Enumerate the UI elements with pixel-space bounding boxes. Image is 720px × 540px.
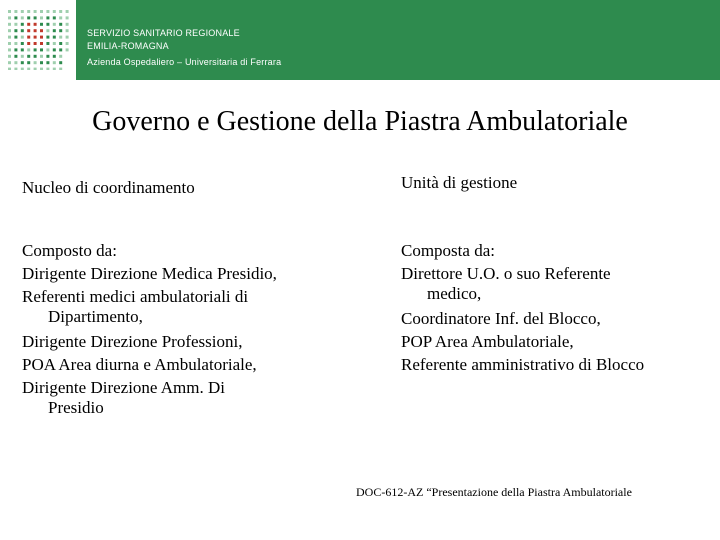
logo-dot: [34, 42, 37, 45]
logo-dot: [27, 61, 30, 64]
header-line-service: SERVIZIO SANITARIO REGIONALE: [87, 28, 240, 38]
logo-dot: [21, 10, 24, 13]
logo-dot: [14, 48, 17, 51]
logo-dot: [8, 48, 11, 51]
header-strip: [76, 0, 720, 80]
logo-dot: [53, 42, 56, 45]
logo-dot: [40, 48, 43, 51]
logo-dot: [59, 61, 62, 64]
logo-dot: [14, 36, 17, 39]
logo-dot: [53, 55, 56, 58]
logo-dot: [66, 36, 69, 39]
right-column-content: [401, 239, 711, 376]
left-line: Dipartimento,: [48, 307, 143, 326]
logo-dot: [8, 55, 11, 58]
left-line: Presidio: [48, 398, 104, 417]
logo-dot: [66, 48, 69, 51]
logo-dot: [59, 36, 62, 39]
logo-dot: [8, 42, 11, 45]
logo-dot: [27, 29, 30, 32]
logo-dot: [59, 48, 62, 51]
header-line-hospital: Azienda Ospedaliero – Universitaria di Ferrara: [87, 57, 282, 67]
logo-dot: [27, 48, 30, 51]
logo-dot: [40, 55, 43, 58]
logo-dot: [21, 42, 24, 45]
left-column-content: [22, 239, 372, 421]
logo-dot: [14, 68, 17, 70]
logo-dot: [40, 16, 43, 19]
logo-dot: [59, 42, 62, 45]
logo-dot: [8, 23, 11, 26]
logo-dot: [14, 23, 17, 26]
logo-dot: [46, 61, 49, 64]
logo-dot: [40, 23, 43, 26]
logo-dot: [59, 10, 62, 13]
logo-dot: [40, 29, 43, 32]
logo-dot: [27, 36, 30, 39]
right-line: medico,: [427, 284, 482, 303]
logo-dot: [21, 55, 24, 58]
left-line: Dirigente Direzione Medica Presidio,: [22, 264, 277, 283]
logo-dot: [34, 48, 37, 51]
left-line: Composto da:: [22, 241, 117, 260]
logo-dot: [40, 68, 43, 70]
logo-dot: [21, 68, 24, 70]
logo-dot: [21, 61, 24, 64]
logo-dot: [21, 36, 24, 39]
regional-logo-icon: [6, 8, 72, 70]
logo-dot: [46, 48, 49, 51]
left-line: Dirigente Direzione Professioni,: [22, 332, 243, 351]
header-band: [0, 0, 720, 80]
logo-dot: [34, 36, 37, 39]
logo-dot: [34, 29, 37, 32]
logo-dot: [21, 16, 24, 19]
logo-dot: [14, 55, 17, 58]
logo-dot: [46, 36, 49, 39]
logo-dot: [46, 68, 49, 70]
right-line: Composta da:: [401, 241, 495, 260]
logo-dot: [14, 61, 17, 64]
document-reference: DOC-612-AZ “Presentazione della Piastra Ambulatoriale: [356, 485, 632, 499]
logo-dot: [21, 29, 24, 32]
logo-dot: [21, 23, 24, 26]
logo-dot: [59, 29, 62, 32]
logo-dot: [59, 55, 62, 58]
logo-dot: [8, 36, 11, 39]
logo-dot: [66, 16, 69, 19]
right-line: Coordinatore Inf. del Blocco,: [401, 309, 601, 328]
logo-dot: [34, 55, 37, 58]
logo-dot: [66, 10, 69, 13]
logo-dot: [66, 29, 69, 32]
logo-dot: [46, 16, 49, 19]
logo-dot: [46, 23, 49, 26]
logo-dot: [8, 68, 11, 70]
logo-dot: [40, 10, 43, 13]
logo-dot: [53, 29, 56, 32]
logo-dot: [27, 10, 30, 13]
logo-dot: [53, 10, 56, 13]
logo-dot: [21, 48, 24, 51]
left-line: POA Area diurna e Ambulatoriale,: [22, 355, 257, 374]
logo-dot: [53, 61, 56, 64]
logo-dot: [46, 10, 49, 13]
logo-dot: [53, 36, 56, 39]
right-line: Referente amministrativo di Blocco: [401, 355, 645, 374]
logo-dot: [46, 29, 49, 32]
logo-dot: [8, 29, 11, 32]
logo-dot: [53, 68, 56, 70]
logo-dot: [14, 10, 17, 13]
logo-dot: [34, 23, 37, 26]
logo-dot: [40, 61, 43, 64]
logo-dot: [27, 68, 30, 70]
right-column-heading: Unità di gestione: [401, 173, 518, 192]
logo-dot: [8, 16, 11, 19]
logo-dot: [40, 42, 43, 45]
logo-dot: [59, 23, 62, 26]
left-column-heading: Nucleo di coordinamento: [22, 178, 195, 197]
logo-dot: [53, 48, 56, 51]
logo-dot: [8, 61, 11, 64]
logo-dot: [46, 42, 49, 45]
logo-dot: [40, 36, 43, 39]
logo-dot: [53, 23, 56, 26]
logo-dot: [27, 23, 30, 26]
logo-dot: [66, 23, 69, 26]
logo-dot: [53, 16, 56, 19]
logo-dot: [34, 16, 37, 19]
logo-dot: [34, 61, 37, 64]
page-title: Governo e Gestione della Piastra Ambulatoriale: [92, 106, 628, 137]
right-line: Direttore U.O. o suo Referente: [401, 264, 611, 283]
logo-dot: [66, 42, 69, 45]
logo-dot: [59, 68, 62, 70]
logo-dot: [34, 10, 37, 13]
left-line: Dirigente Direzione Amm. Di: [22, 378, 226, 397]
logo-dot: [27, 55, 30, 58]
left-line: Referenti medici ambulatoriali di: [22, 287, 249, 306]
logo-dot: [8, 10, 11, 13]
logo-dot: [59, 16, 62, 19]
right-line: POP Area Ambulatoriale,: [401, 332, 574, 351]
logo-dot: [14, 29, 17, 32]
logo-dot: [34, 68, 37, 70]
logo-dot: [27, 42, 30, 45]
header-line-region: EMILIA-ROMAGNA: [87, 41, 169, 51]
logo-dot: [14, 16, 17, 19]
logo-dot: [27, 16, 30, 19]
logo-dot: [46, 55, 49, 58]
logo-dot: [14, 42, 17, 45]
